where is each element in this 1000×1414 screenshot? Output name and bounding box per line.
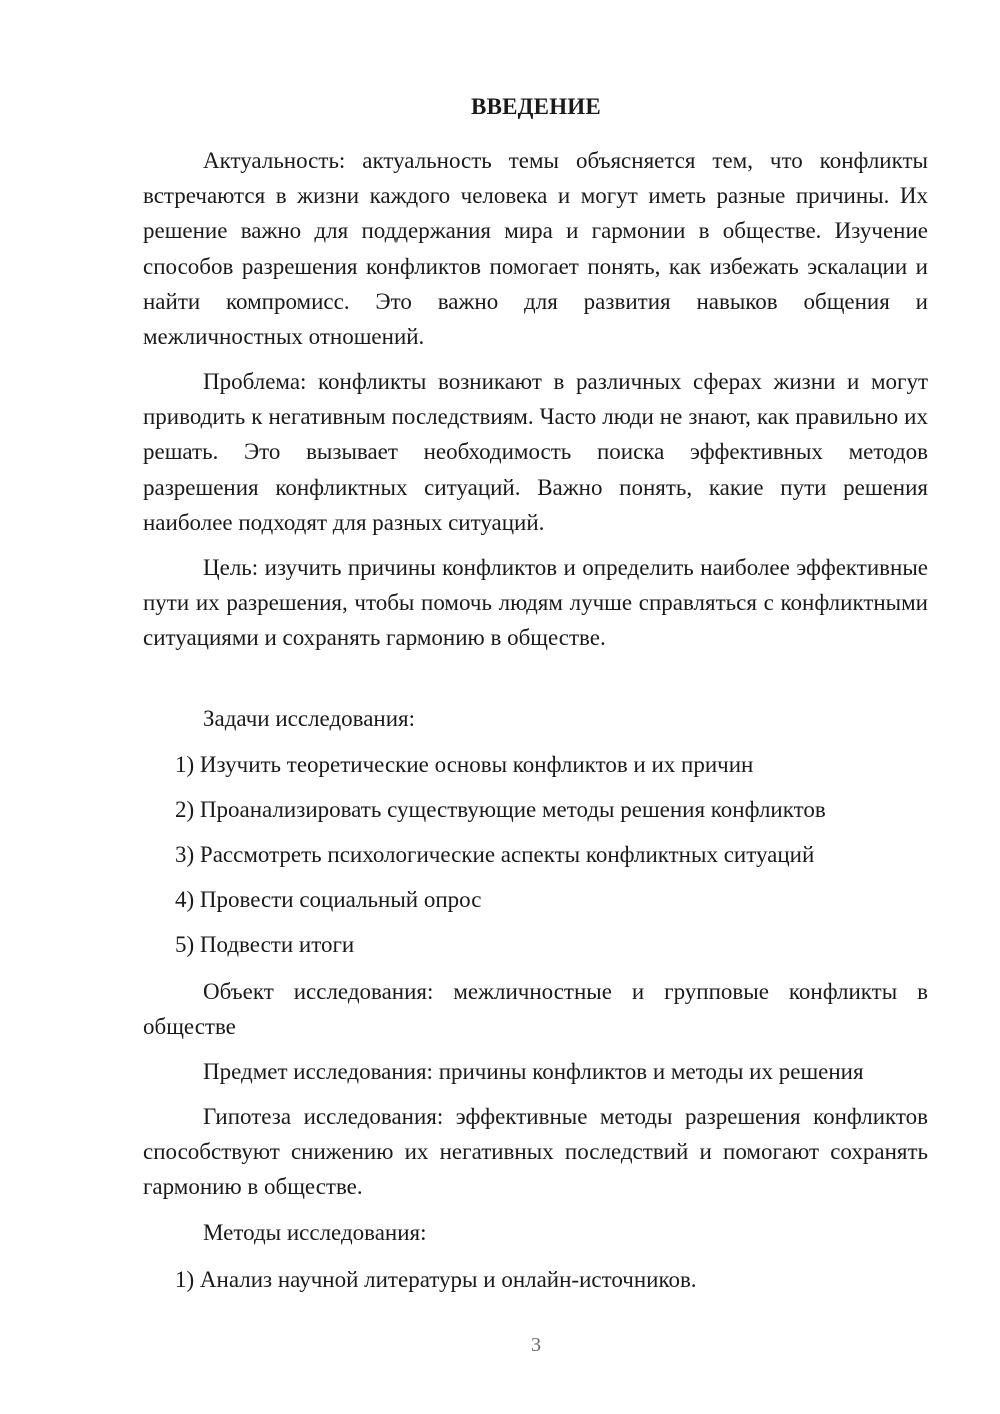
tasks-label: Задачи исследования:	[203, 706, 416, 731]
goal-paragraph: Цель: изучить причины конфликтов и определить наиболее эффективные пути их разрешения, чтобы помочь людям лучше справляться с конфликтными ситуациями и сохранять гармонию в обществе.	[143, 555, 928, 651]
hypothesis-paragraph: Гипотеза исследования: эффективные методы разрешения конфликтов способствуют снижению их негативных последствий и помогают сохранять гармонию в обществе.	[143, 1104, 928, 1200]
subject-paragraph: Предмет исследования: причины конфликтов и методы их решения	[203, 1059, 864, 1084]
task-item-4: 4) Провести социальный опрос	[175, 887, 482, 912]
task-item-1: 1) Изучить теоретические основы конфликтов и их причин	[175, 752, 754, 777]
task-item-5: 5) Подвести итоги	[175, 932, 355, 957]
task-item-3: 3) Рассмотреть психологические аспекты конфликтных ситуаций	[175, 842, 815, 867]
page-title: ВВЕДЕНИЕ	[471, 94, 601, 119]
task-item-2: 2) Проанализировать существующие методы решения конфликтов	[175, 797, 826, 822]
object-paragraph: Объект исследования: межличностные и групповые конфликты в обществе	[143, 979, 928, 1040]
page-number: 3	[531, 1334, 541, 1356]
methods-label: Методы исследования:	[203, 1220, 427, 1245]
problem-paragraph: Проблема: конфликты возникают в различных сферах жизни и могут приводить к негативным последствиям. Часто люди не знают, как правильно их решать. Это вызывает необходимость поиска эффективных методов разрешения конфликтных ситуаций. Важно понять, какие пути решения наиболее подходят для разных ситуаций.	[143, 369, 928, 535]
method-item-1: 1) Анализ научной литературы и онлайн-источников.	[175, 1267, 697, 1292]
relevance-paragraph: Актуальность: актуальность темы объясняется тем, что конфликты встречаются в жизни каждого человека и могут иметь разные причины. Их решение важно для поддержания мира и гармонии в обществе. Изучение способов разрешения конфликтов помогает понять, как избежать эскалации и найти компромисс. Это важно для развития навыков общения и межличностных отношений.	[143, 148, 928, 350]
